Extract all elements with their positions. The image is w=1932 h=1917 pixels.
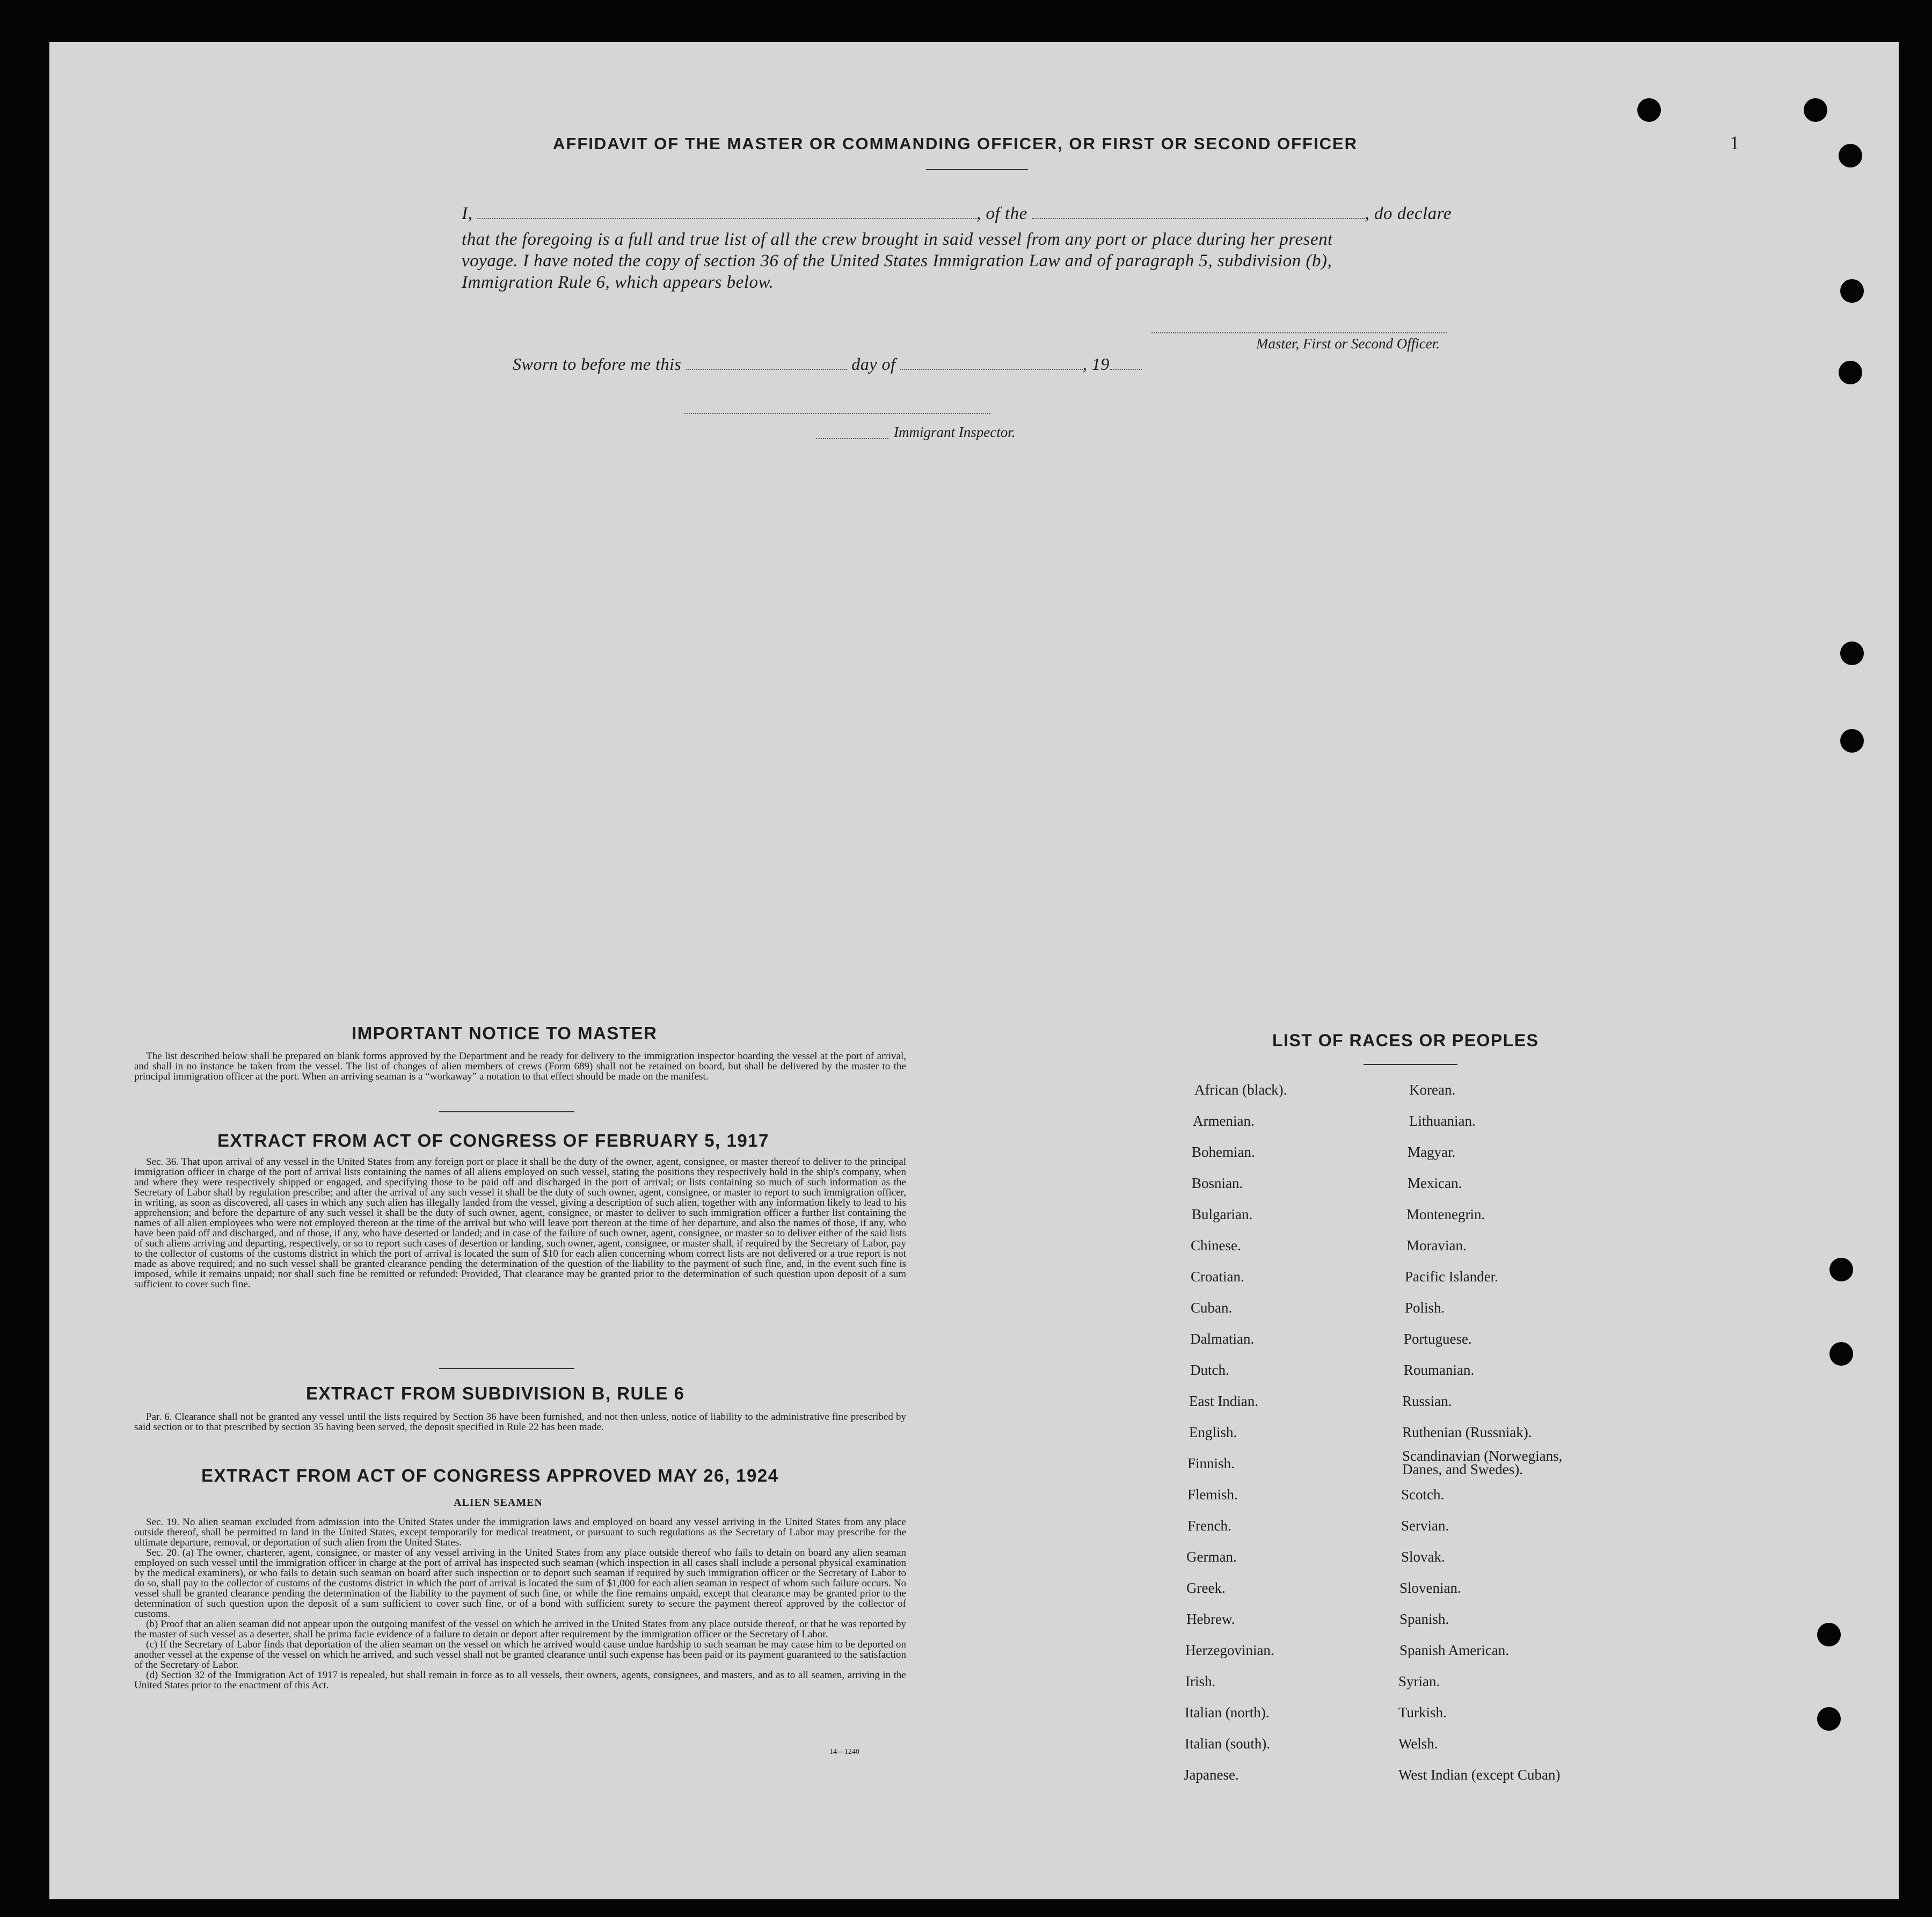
section-divider (439, 1368, 574, 1369)
race-item: Syrian. (1398, 1673, 1440, 1689)
race-item: Bohemian. (1192, 1144, 1255, 1160)
race-item: Irish. (1185, 1673, 1216, 1689)
race-item: German. (1186, 1549, 1237, 1565)
notice-text (134, 1051, 906, 1082)
races-title: LIST OF RACES OR PEOPLES (1272, 1031, 1539, 1050)
race-item: Welsh. (1398, 1736, 1438, 1752)
extract-rule6-title: EXTRACT FROM SUBDIVISION B, RULE 6 (306, 1383, 685, 1403)
race-item: Pacific Islander. (1405, 1269, 1498, 1285)
punch-hole (1840, 279, 1864, 303)
race-item: East Indian. (1189, 1393, 1258, 1409)
race-item: Greek. (1186, 1580, 1226, 1596)
vessel-name-field[interactable] (1032, 217, 1365, 219)
race-item: Hebrew. (1186, 1611, 1235, 1627)
race-item: Korean. (1409, 1082, 1456, 1098)
race-item: Lithuanian. (1409, 1113, 1476, 1129)
extract-1917-text (134, 1157, 906, 1289)
page-mark: 1 (1730, 132, 1739, 154)
punch-hole (1840, 642, 1864, 665)
race-item: Russian. (1402, 1393, 1452, 1409)
race-item: Herzegovinian. (1185, 1642, 1274, 1658)
race-item: Bosnian. (1192, 1175, 1243, 1191)
sec-20b-paragraph: (b) Proof that an alien seaman did not appear upon the outgoing manifest of the vessel on which he arrived in the United States from any place outside thereof, or that he was reported by the master of such vessel as a deserter, shall be prima facie evidence of a failure to detain or deport after requirement by the immigration officer or the Secretary of Labor. (134, 1619, 906, 1640)
section-36-paragraph: Sec. 36. That upon arrival of any vessel in the United States from any foreign port or place it shall be the duty of the owner, agent, consignee, or master thereof to deliver to the principal immigration officer in charge of the port of arrival lists containing the names of all aliens employed on such vessel, stating the positions they respectively hold in the ship's company, when and where they were respectively shipped or engaged, and specifying those to be paid off and discharged in the port of arrival; or lists containing so much of such information as the Secretary of Labor shall by regulation prescribe; and after the arrival of any such vessel it shall be the duty of such owner, agent, consignee, or master to report to such immigration officer, in writing, as soon as discovered, all cases in which any such alien has illegally landed from the vessel, giving a description of such alien, together with any information likely to lead to his apprehension; and before the departure of any such vessel it shall be the duty of such owner, agent, consignee, or master to deliver to such immigration officer a further list containing the names of all alien employees who were not employed thereon at the time of the arrival but who will leave port thereon at the time of her departure, and also the names of those, if any, who have been paid off and discharged, and of those, if any, who have deserted or landed; and in case of the failure of such owner, agent, consignee, or master so to deliver either of the said lists of such aliens arriving and departing, respectively, or so to report such cases of desertion or landing, such owner, agent, consignee, or master shall, if required by the Secretary of Labor, pay to the collector of customs of the customs district in which the port of arrival is located the sum of $10 for each alien concerning whom correct lists are not delivered or a true report is not made as above required; and no such vessel shall be granted clearance pending the determination of the question of the liability to the payment of such fine, and, in the event such fine is imposed, while it remains unpaid; nor shall such fine be remitted or refunded: Provided, That clearance may be granted prior to the determination of such question upon deposit of a sum sufficient to cover such fine. (134, 1156, 906, 1290)
declaration-line-4: Immigration Rule 6, which appears below. (462, 273, 774, 292)
punch-hole (1840, 729, 1864, 753)
sworn-year-field[interactable] (1110, 368, 1142, 370)
punch-hole (1829, 1342, 1853, 1366)
sworn-line (513, 354, 1142, 374)
race-item: Croatian. (1191, 1269, 1244, 1285)
race-item: African (black). (1194, 1082, 1287, 1098)
sworn-day-field[interactable] (686, 368, 847, 370)
punch-hole (1804, 98, 1827, 122)
sworn-prefix: Sworn to before me this (513, 354, 682, 374)
race-item: French. (1187, 1518, 1231, 1534)
race-item: Italian (south). (1185, 1736, 1270, 1752)
races-title-underline (1364, 1064, 1457, 1065)
master-signature-field[interactable] (1151, 332, 1447, 333)
race-item: Italian (north). (1185, 1704, 1270, 1721)
race-item: Dalmatian. (1190, 1331, 1255, 1347)
sec-20a-paragraph: Sec. 20. (a) The owner, charterer, agent, consignee, or master of any vessel arriving in the United States from any place outside thereof who fails to detain on board any alien seaman employed on such vessel until the immigration officer in charge at the port of arrival has inspected such seaman (which inspection in all cases shall include a personal physical examination by the medical examiners), or who fails to detain such seaman on board after such inspection or to deport such seaman if required by such immigration officer or the Secretary of Labor to do so, shall pay to the collector of customs of the customs district in which the port of arrival is located the sum of $1,000 for each alien seaman in respect of whom such failure occurs. No vessel shall be granted clearance pending the determination of the liability to the payment of such fine, or while the fine remains unpaid, except that clearance may be granted prior to the determination of such question upon the deposit of a sum sufficient to cover such fine, or of a bond with sufficient surety to secure the payment thereof approved by the collector of customs. (134, 1547, 906, 1620)
race-item: Cuban. (1191, 1300, 1233, 1316)
punch-hole (1829, 1258, 1853, 1281)
notice-paragraph: The list described below shall be prepared on blank forms approved by the Department and be ready for delivery to the immigration inspector boarding the vessel at the port of arrival, and shall in no instance be taken from the vessel. The list of changes of alien members of crews (Form 689) shall not be retained on board, but shall be delivered by the master to the principal immigration officer at the port. When an arriving seaman is a “workaway” a notation to that effect should be made on the manifest. (134, 1051, 906, 1082)
notice-title: IMPORTANT NOTICE TO MASTER (352, 1023, 658, 1043)
race-item: Scandinavian (Norwegians, Danes, and Swedes). (1402, 1448, 1563, 1477)
race-item: Finnish. (1187, 1455, 1235, 1471)
declarant-prefix: I, (462, 204, 473, 223)
sworn-day-label: day of (851, 354, 896, 374)
punch-hole (1817, 1707, 1841, 1731)
race-item: English. (1189, 1424, 1237, 1440)
race-item: Dutch. (1190, 1362, 1229, 1378)
sworn-month-field[interactable] (900, 368, 1083, 370)
alien-seamen-subtitle: ALIEN SEAMEN (454, 1497, 543, 1508)
sec-19-paragraph: Sec. 19. No alien seaman excluded from admission into the United States under the immigration laws and employed on board any vessel arriving in the United States from any place outside thereof, shall be permitted to land in the United States, except temporarily for medical treatment, or pursuant to such regulations as the Secretary of Labor may prescribe for the ultimate departure, removal, or deportation of such alien from the United States. (134, 1517, 906, 1548)
do-declare-label: , do declare (1365, 204, 1452, 223)
race-item: Portuguese. (1404, 1331, 1472, 1347)
race-item: Mexican. (1408, 1175, 1462, 1191)
affidavit-title: AFFIDAVIT OF THE MASTER OR COMMANDING OFFICER, OR FIRST OR SECOND OFFICER (553, 134, 1358, 153)
race-item: Moravian. (1406, 1237, 1467, 1253)
race-item: Japanese. (1184, 1767, 1239, 1783)
officer-name-field[interactable] (477, 217, 976, 219)
punch-hole (1839, 144, 1862, 167)
race-item: Spanish American. (1399, 1642, 1509, 1658)
declaration-line-3: voyage. I have noted the copy of section 36 of the United States Immigration Law and of paragraph 5, subdivision (b), (462, 251, 1332, 271)
race-item: Bulgarian. (1192, 1206, 1253, 1222)
extract-rule6-text (134, 1412, 906, 1432)
sworn-year-label: , 19 (1082, 354, 1110, 374)
declaration-line-1 (462, 204, 1452, 224)
section-divider (439, 1111, 574, 1112)
declaration-line-2: that the foregoing is a full and true list of all the crew brought in said vessel from any port or place during her present (462, 230, 1333, 249)
race-item: Armenian. (1193, 1113, 1255, 1129)
inspector-prefix-field[interactable] (816, 438, 888, 439)
punch-hole (1637, 98, 1661, 122)
race-item: Roumanian. (1404, 1362, 1475, 1378)
race-item: Slovenian. (1399, 1580, 1461, 1596)
punch-hole (1817, 1623, 1841, 1646)
sec-20d-paragraph: (d) Section 32 of the Immigration Act of 1917 is repealed, but shall remain in force as to all vessels, their owners, agents, consignees, and masters, and as to all seamen, arriving in the United States prior to the enactment of this Act. (134, 1670, 906, 1691)
race-item: Spanish. (1399, 1611, 1449, 1627)
race-item: Scotch. (1401, 1486, 1445, 1503)
race-item: Flemish. (1187, 1486, 1238, 1503)
race-item: Slovak. (1401, 1549, 1445, 1565)
punch-hole (1839, 361, 1862, 384)
race-item: Polish. (1405, 1300, 1445, 1316)
inspector-signature-field[interactable] (684, 412, 990, 414)
title-underline (926, 169, 1028, 170)
race-item: Servian. (1401, 1518, 1449, 1534)
form-number: 14—1240 (829, 1748, 859, 1756)
race-item: Turkish. (1398, 1704, 1447, 1721)
extract-1917-title: EXTRACT FROM ACT OF CONGRESS OF FEBRUARY 5, 1917 (217, 1131, 769, 1150)
of-the-label: , of the (976, 204, 1027, 223)
extract-1924-text (134, 1517, 906, 1690)
race-item: Magyar. (1408, 1144, 1456, 1160)
sec-20c-paragraph: (c) If the Secretary of Labor finds that deportation of the alien seaman on the vessel on which he arrived would cause undue hardship to such seaman he may cause him to be deported on another vessel at the expense of the vessel on which he arrived, and such vessel shall not be granted clearance until such expense has been paid or its payment guaranteed to the satisfaction of the Secretary of Labor. (134, 1639, 906, 1671)
master-signature-label: Master, First or Second Officer. (1256, 336, 1440, 352)
inspector-label: Immigrant Inspector. (894, 424, 1016, 440)
race-item: West Indian (except Cuban) (1398, 1767, 1561, 1783)
race-item: Chinese. (1191, 1237, 1241, 1253)
extract-1924-title: EXTRACT FROM ACT OF CONGRESS APPROVED MAY 26, 1924 (201, 1466, 779, 1485)
race-item: Montenegrin. (1406, 1206, 1485, 1222)
race-item: Ruthenian (Russniak). (1402, 1424, 1532, 1440)
par-6-paragraph: Par. 6. Clearance shall not be granted any vessel until the lists required by Section 36 have been furnished, and not then unless, notice of liability to the administrative fine prescribed by said section or to that prescribed by section 35 having been served, the deposit specified in Rule 22 has been made. (134, 1411, 906, 1433)
